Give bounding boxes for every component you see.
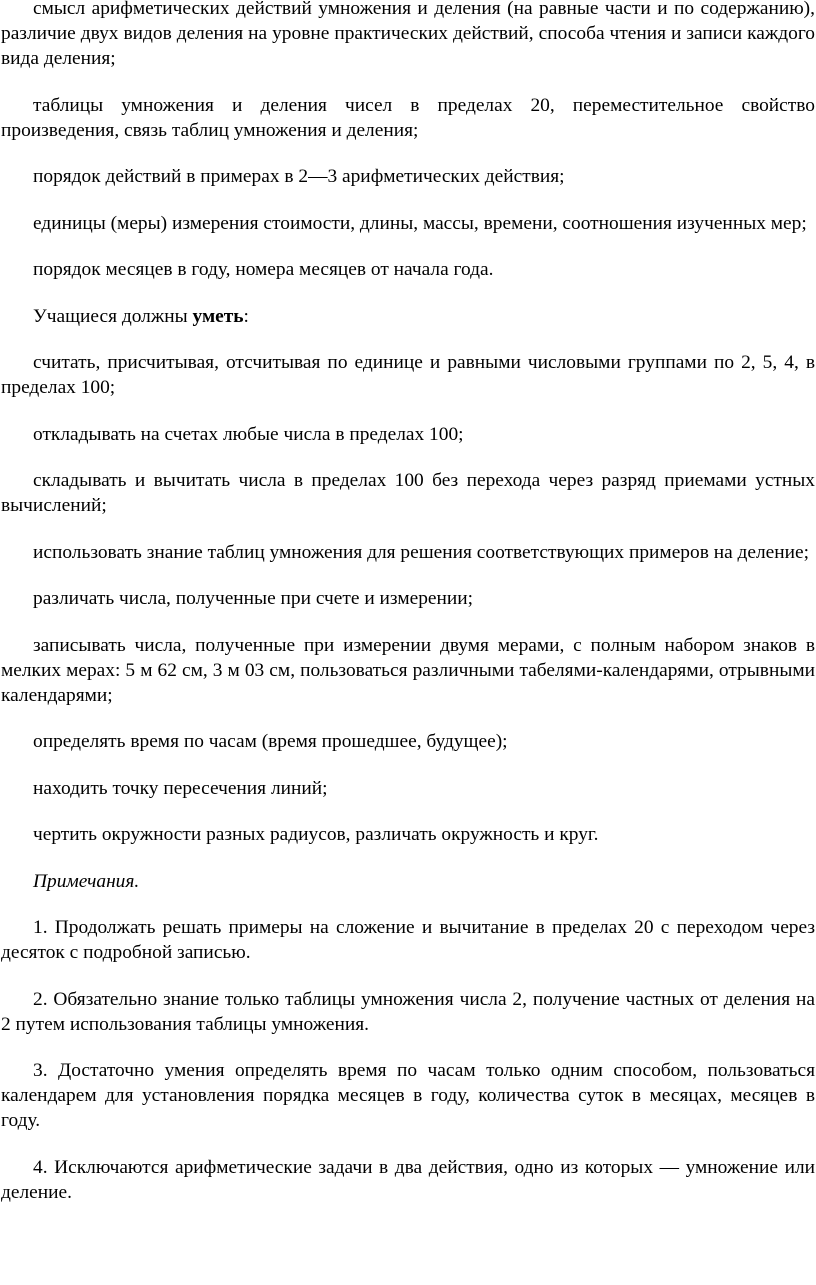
skills-intro-emphasis: уметь (192, 305, 244, 327)
skill-item: откладывать на счетах любые числа в пределах 100; (33, 423, 464, 445)
skills-intro (1, 304, 815, 329)
skill-item: определять время по часам (время прошедшее, будущее); (33, 731, 508, 752)
skill-item: считать, присчитывая, отсчитывая по единице и равными числовыми группами по 2, 5, 4, в пределах 100; (1, 352, 815, 398)
knowledge-item: смысл арифметических действий умножения и деления (на равные части и по содержанию), различие двух видов деления на уровне практических действий, способа чтения и записи каждого вида деления; (1, 0, 815, 69)
knowledge-item: порядок месяцев в году, номера месяцев от начала года. (33, 259, 494, 280)
skill-item: записывать числа, полученные при измерении двумя мерами, с полным набором знаков в мелких мерах: 5 м 62 см, 3 м 03 см, пользоваться различными табелями-календарями, отрывными календарями; (1, 634, 815, 706)
skill-item: чертить окружности разных радиусов, различать окружность и круг. (33, 824, 599, 845)
skill-item: различать числа, полученные при счете и измерении; (33, 588, 474, 609)
notes-heading-text: Примечания. (33, 870, 140, 892)
skill-item: складывать и вычитать числа в пределах 100 без перехода через разряд приемами устных вычислений; (1, 470, 815, 516)
notes-heading (1, 869, 815, 894)
note-item: 2. Обязательно знание только таблицы умножения числа 2, получение частных от деления на 2 путем использования таблицы умножения. (1, 988, 815, 1035)
note-item: 1. Продолжать решать примеры на сложение и вычитание в пределах 20 с переходом через десяток с подробной записью. (1, 917, 815, 963)
skills-intro-suffix: : (243, 305, 249, 327)
knowledge-item: таблицы умножения и деления чисел в пределах 20, переместительное свойство произведения, связь таблиц умножения и деления; (1, 94, 815, 141)
note-item: 3. Достаточно умения определять время по часам только одним способом, пользоваться календарем для установления порядка месяцев в году, количества суток в месяцах, месяцев в году. (1, 1060, 815, 1131)
skill-item: использовать знание таблиц умножения для решения соответствующих примеров на деление; (33, 541, 810, 563)
note-item: 4. Исключаются арифметические задачи в два действия, одно из которых — умножение или деление. (1, 1156, 815, 1203)
skill-item: находить точку пересечения линий; (33, 777, 328, 799)
skills-intro-prefix: Учащиеся должны (33, 305, 193, 327)
knowledge-item: порядок действий в примерах в 2—3 арифметических действия; (33, 166, 565, 187)
knowledge-item: единицы (меры) измерения стоимости, длины, массы, времени, соотношения изученных мер; (33, 212, 807, 234)
